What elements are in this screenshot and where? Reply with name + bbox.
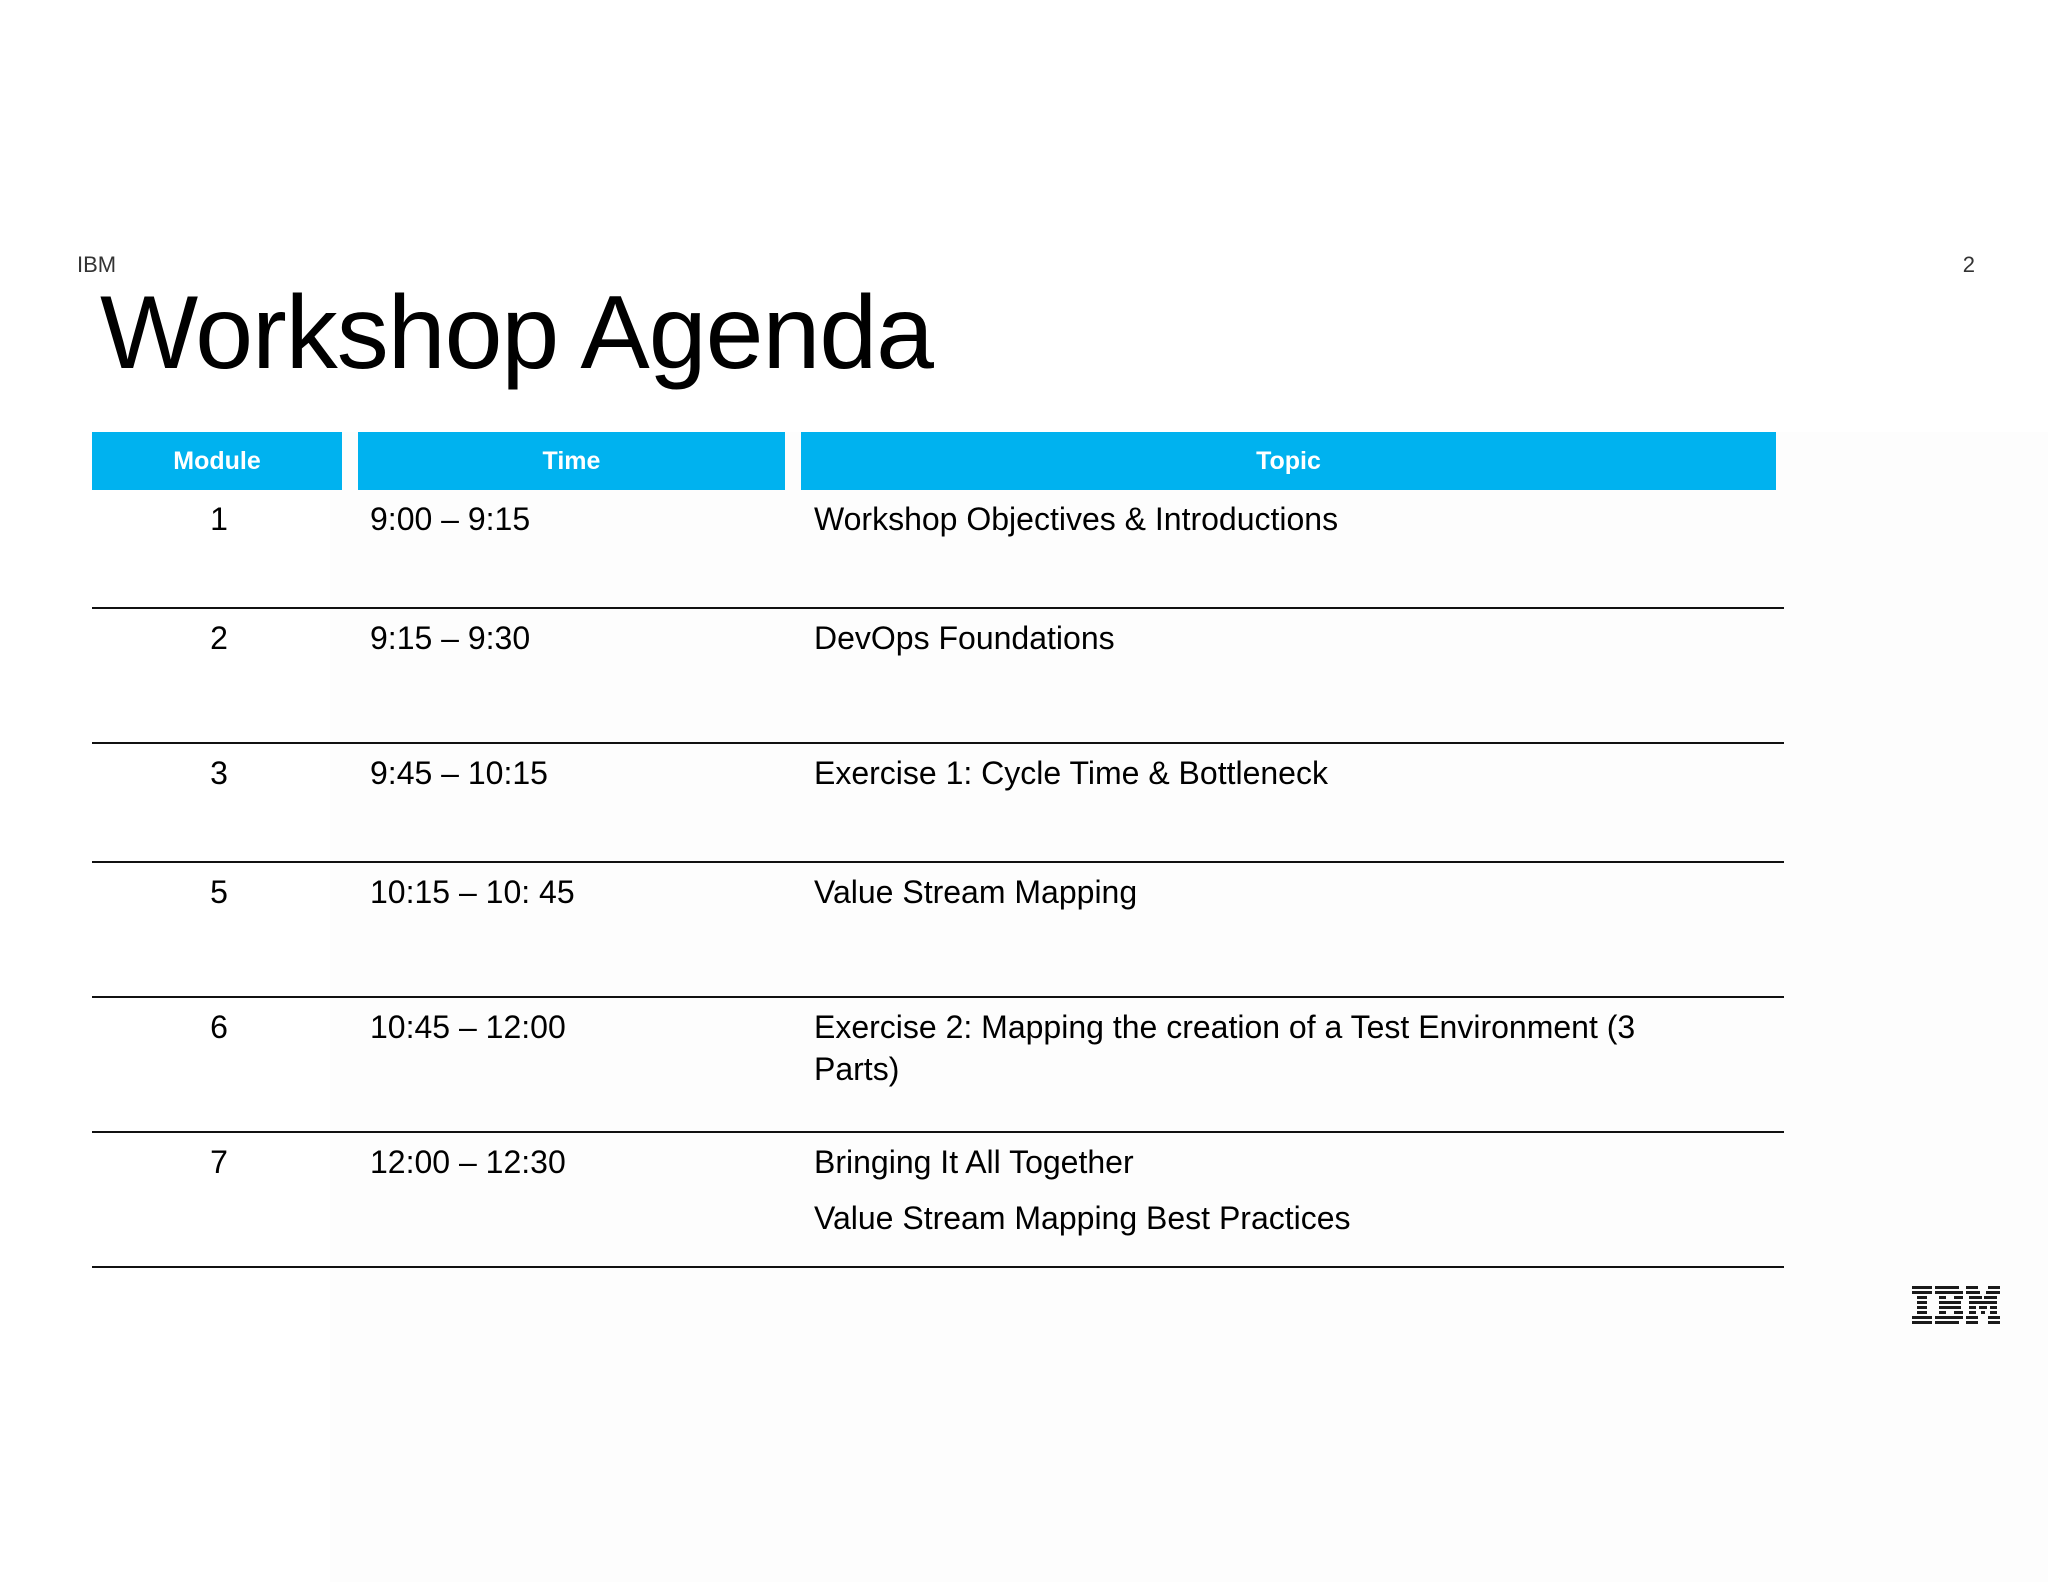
time-cell: 10:45 – 12:00 <box>370 1009 566 1045</box>
row-divider <box>92 1266 1784 1268</box>
topic-text: Value Stream Mapping <box>814 874 1138 910</box>
module-cell: 3 <box>210 755 228 791</box>
page-number: 2 <box>1962 252 1975 277</box>
topic-cell <box>814 498 1714 540</box>
column-header-topic: Topic <box>801 432 1776 490</box>
topic-text: Bringing It All Together <box>814 1144 1134 1180</box>
module-cell: 7 <box>210 1144 228 1180</box>
module-cell: 2 <box>210 620 228 656</box>
table-row <box>92 744 1784 863</box>
column-header-module: Module <box>92 432 342 490</box>
topic-cell <box>814 1141 1714 1239</box>
topic-text: Exercise 1: Cycle Time & Bottleneck <box>814 755 1328 791</box>
topic-text: DevOps Foundations <box>814 620 1115 656</box>
table-header <box>92 432 1784 490</box>
module-cell: 6 <box>210 1009 228 1045</box>
ibm-logo-icon <box>1912 1286 2000 1326</box>
time-cell: 9:45 – 10:15 <box>370 755 548 791</box>
brand-label: IBM <box>77 252 117 277</box>
table-row <box>92 490 1784 609</box>
table-row <box>92 863 1784 998</box>
topic-cell <box>814 617 1714 659</box>
time-cell: 12:00 – 12:30 <box>370 1144 566 1180</box>
page-title: Workshop Agenda <box>100 275 933 391</box>
table-row <box>92 609 1784 744</box>
time-cell: 9:00 – 9:15 <box>370 501 531 537</box>
table-row <box>92 1133 1784 1268</box>
topic-cell <box>814 752 1714 794</box>
topic-text-secondary: Value Stream Mapping Best Practices <box>814 1200 1351 1236</box>
time-cell: 9:15 – 9:30 <box>370 620 531 656</box>
module-cell: 1 <box>210 501 228 537</box>
module-cell: 5 <box>210 874 228 910</box>
topic-cell <box>814 871 1714 913</box>
agenda-table <box>92 432 1784 1268</box>
topic-text: Workshop Objectives & Introductions <box>814 501 1339 537</box>
topic-text: Exercise 2: Mapping the creation of a Test Environment (3 Parts) <box>814 1009 1636 1087</box>
topic-cell <box>814 1006 1714 1090</box>
time-cell: 10:15 – 10: 45 <box>370 874 575 910</box>
table-row <box>92 998 1784 1133</box>
column-header-time: Time <box>358 432 785 490</box>
